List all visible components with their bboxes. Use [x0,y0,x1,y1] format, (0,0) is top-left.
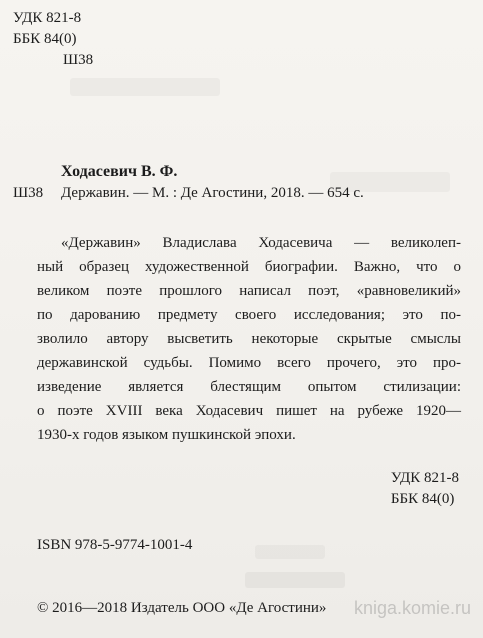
show-through-shape [245,572,345,588]
watermark: kniga.komie.ru [353,598,471,618]
udk-code: УДК 821-8 [13,10,82,26]
classification-codes-top [13,8,93,71]
bbk-code: ББК 84(0) [390,491,455,507]
udk-code: УДК 821-8 [390,470,459,486]
classification-codes-bottom [391,468,459,510]
catalog-author: Ходасевич В. Ф. [61,163,178,180]
catalog-entry [13,185,364,202]
catalog-title-line: Державин. — М. : Де Агостини, 2018. — 654 с. [61,185,364,201]
annotation-line: 1930-х годов языком пушкинской эпохи. [37,427,296,443]
bbk-code: ББК 84(0) [13,31,77,47]
annotation-line: по дарованию предмету своего исследования; это по- [37,307,461,323]
show-through-shape [255,545,325,559]
isbn: ISBN 978-5-9774-1001-4 [37,537,193,553]
catalog-code: Ш38 [13,185,44,201]
annotation-line: «Державин» Владислава Ходасевича — великолеп- [61,235,461,251]
annotation-line: ный образец художественной биографии. Важно, что о [37,259,461,275]
annotation-line: зволило автору высветить некоторые скрытые смыслы [37,331,461,347]
author-mark: Ш38 [63,52,94,68]
annotation-line: державинской судьбы. Помимо всего прочего, это про- [37,355,461,371]
annotation-line: великом поэте прошлого написал поэт, «равновеликий» [37,283,461,299]
annotation-line: изведение является блестящим опытом стилизации: [37,379,461,395]
annotation-paragraph [37,231,461,447]
copyright-notice: © 2016—2018 Издатель ООО «Де Агостини» [37,600,327,616]
show-through-shape [70,78,220,96]
annotation-line: о поэте XVIII века Ходасевич пишет на рубеже 1920— [37,403,461,419]
